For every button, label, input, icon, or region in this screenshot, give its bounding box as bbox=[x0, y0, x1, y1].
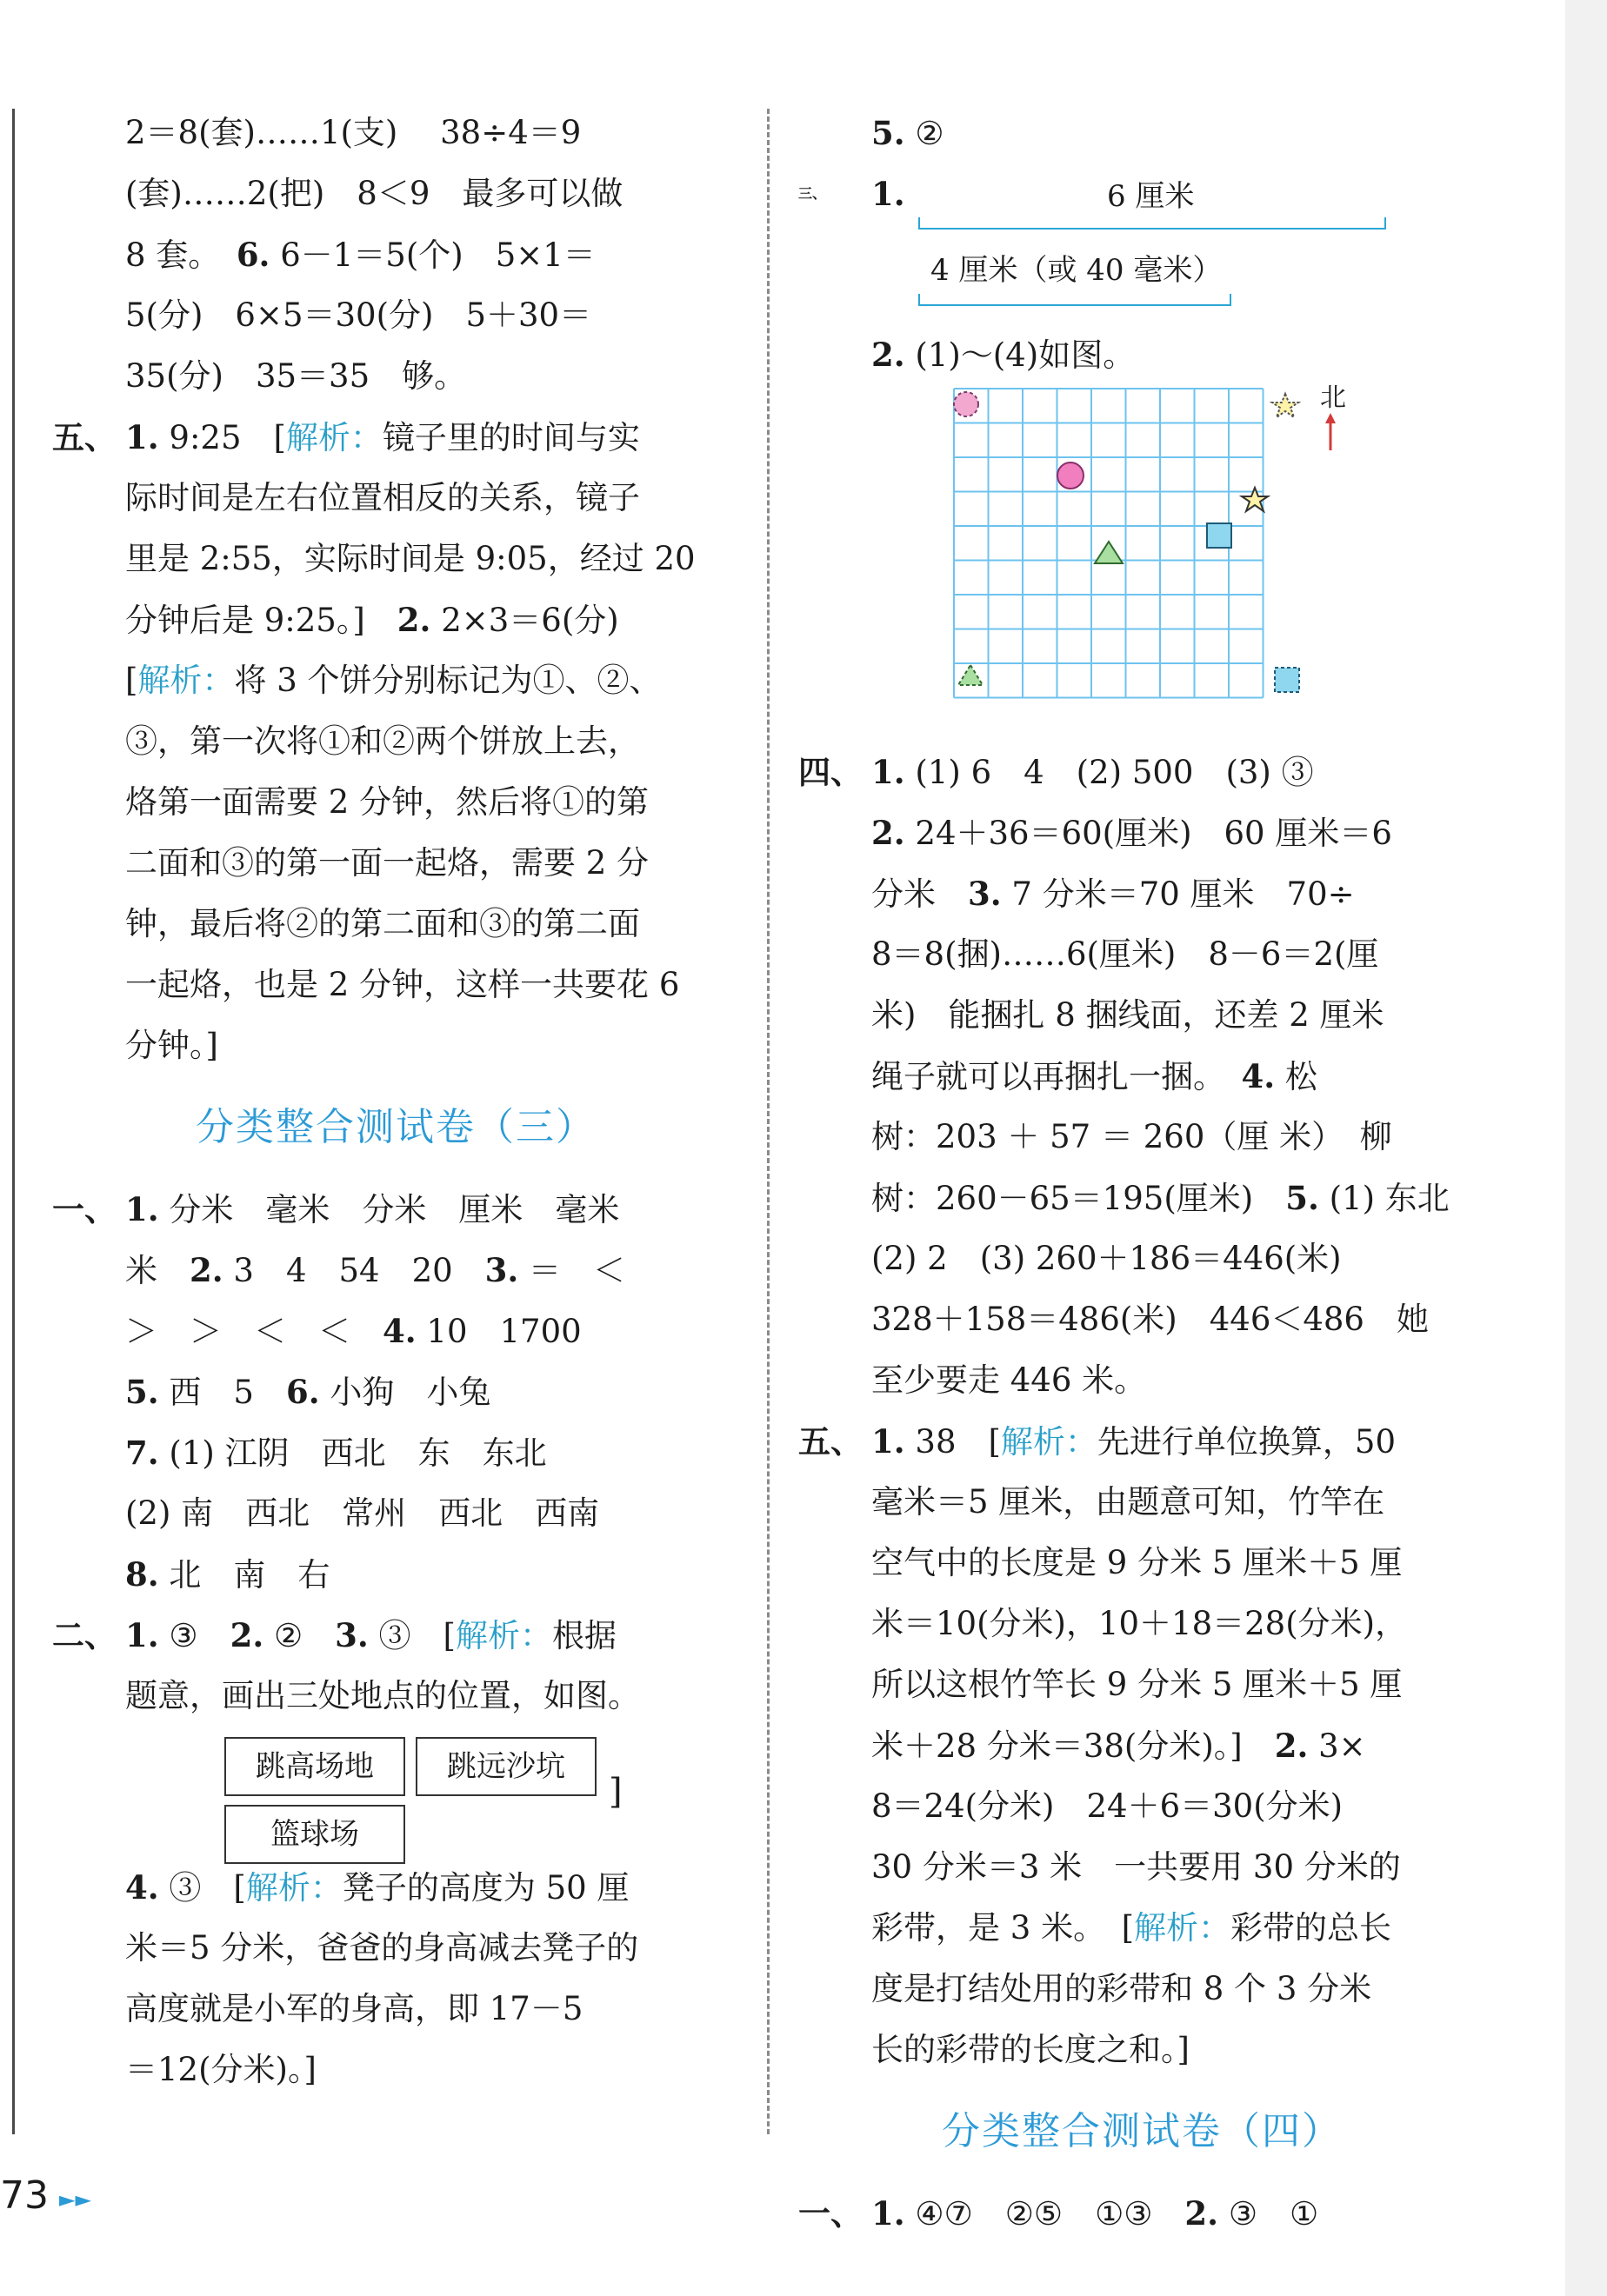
north-arrowhead-icon bbox=[1325, 413, 1336, 423]
text-line: 所以这根竹竿长 9 分米 5 厘米＋5 厘 bbox=[871, 1666, 1403, 1703]
text-line: 高度就是小军的身高，即 17－5 bbox=[125, 1990, 583, 2027]
section-1-q1: 一、 1. ④⑦ ②⑤ ①③ 2. ③ ① bbox=[798, 2183, 1485, 2244]
text-line: 5. ② bbox=[871, 114, 944, 152]
text-line: 树：203 ＋ 57 ＝ 260（厘 米） 柳 bbox=[871, 1118, 1392, 1155]
text-line: 7. (1) 江阴 西北 东 东北 bbox=[125, 1434, 547, 1472]
text-line: 分米 3. 7 分米＝70 厘米 70÷ bbox=[871, 875, 1355, 913]
text-line: 里是 2:55，实际时间是 9:05，经过 20 bbox=[125, 540, 696, 577]
site-diagram bbox=[52, 1727, 739, 1857]
text-line: 度是打结处用的彩带和 8 个 3 分米 bbox=[871, 1970, 1372, 2007]
column-divider bbox=[767, 109, 770, 2134]
analysis-label: 解析： bbox=[1000, 1423, 1097, 1461]
closing-bracket: ] bbox=[609, 1772, 623, 1812]
text-line: 树：260－65＝195(厘米) 5. (1) 东北 bbox=[871, 1179, 1450, 1217]
analysis-label: 解析： bbox=[137, 662, 235, 699]
section-label: 三、 bbox=[798, 185, 827, 202]
position-grid-figure bbox=[798, 385, 1485, 742]
section-label: 四、 bbox=[798, 753, 863, 791]
text-line: [解析：将 3 个饼分别标记为①、②、 bbox=[125, 662, 662, 699]
site-high-jump: 跳高场地 bbox=[224, 1737, 405, 1796]
section-1-q1: 一、 1. 分米 毫米 分米 厘米 毫米 bbox=[52, 1179, 739, 1240]
text-line: 5(分) 6×5＝30(分) 5＋30＝ bbox=[125, 296, 592, 334]
text-line: 328＋158＝486(米) 446＜486 她 bbox=[871, 1301, 1429, 1338]
test-title-4: 分类整合测试卷（四） bbox=[942, 2109, 1342, 2153]
text-line: 分钟后是 9:25。] 2. 2×3＝6(分) bbox=[125, 601, 619, 639]
text-line: 5. 西 5 6. 小狗 小兔 bbox=[125, 1373, 491, 1411]
dashed-star-icon bbox=[1272, 394, 1298, 417]
analysis-label: 解析： bbox=[456, 1617, 552, 1654]
text-line: 米＝5 分米，爸爸的身高减去凳子的 bbox=[125, 1929, 639, 1967]
text-line: 8 套。 6. 6－1＝5(个) 5×1＝ bbox=[125, 236, 596, 274]
text-line: 4. ③ [解析：凳子的高度为 50 厘 bbox=[125, 1868, 630, 1907]
segment-4cm-label: 4 厘米（或 40 毫米） bbox=[930, 253, 1223, 288]
section-label: 二、 bbox=[52, 1616, 117, 1654]
text-line: 35(分) 35＝35 够。 bbox=[125, 357, 467, 395]
text-line: 米＝10(分米)，10＋18＝28(分米)， bbox=[871, 1605, 1408, 1642]
section-4-q1: 四、 1. (1) 6 4 (2) 500 (3) ③ bbox=[798, 742, 1485, 802]
text-line: 空气中的长度是 9 分米 5 厘米＋5 厘 bbox=[871, 1544, 1403, 1581]
segment-6cm bbox=[918, 217, 1386, 230]
section-5-q1: 五、 1. 38 [解析：先进行单位换算，50 bbox=[798, 1411, 1485, 1472]
text-line: 长的彩带的长度之和。] bbox=[871, 2031, 1190, 2068]
position-grid bbox=[798, 385, 1485, 742]
text-line: 米＋28 分米＝38(分米)。] 2. 3× bbox=[871, 1727, 1366, 1765]
section-label: 一、 bbox=[52, 1190, 117, 1228]
text-line: 30 分米＝3 米 一共要用 30 分米的 bbox=[871, 1848, 1401, 1886]
text-line: 2. 24＋36＝60(厘米) 60 厘米＝6 bbox=[871, 814, 1392, 852]
dashed-triangle-icon bbox=[958, 665, 983, 685]
segment-4cm bbox=[918, 294, 1231, 306]
text-line: (2) 南 西北 常州 西北 西南 bbox=[125, 1494, 600, 1532]
text-line: 8＝8(捆)……6(厘米) 8－6＝2(厘 bbox=[871, 935, 1379, 973]
text-line: 烙第一面需要 2 分钟，然后将①的第 bbox=[125, 783, 650, 821]
right-column bbox=[798, 103, 1485, 2244]
analysis-label: 解析： bbox=[1134, 1909, 1230, 1947]
text-line: 2＝8(套)……1(支) 38÷4＝9 bbox=[125, 114, 582, 151]
text-line: 二面和③的第一面一起烙，需要 2 分 bbox=[125, 844, 650, 882]
triangle-icon bbox=[1095, 542, 1123, 563]
text-line: 际时间是左右位置相反的关系，镜子 bbox=[125, 479, 640, 516]
text-line: 钟，最后将②的第二面和③的第二面 bbox=[125, 905, 640, 942]
text-line: 毫米＝5 厘米，由题意可知，竹竿在 bbox=[871, 1483, 1385, 1521]
text-line: 米 2. 3 4 54 20 3. ＝ ＜ bbox=[125, 1251, 626, 1289]
section-5-q1: 五、 1. 9:25 [解析：镜子里的时间与实 bbox=[52, 407, 739, 468]
site-basketball-court: 篮球场 bbox=[224, 1805, 405, 1864]
section-label: 一、 bbox=[798, 2194, 863, 2233]
dashed-circle-icon bbox=[954, 392, 978, 416]
text-line: 一起烙，也是 2 分钟，这样一共要花 6 bbox=[125, 966, 680, 1003]
analysis-label: 解析： bbox=[285, 419, 383, 456]
left-column bbox=[52, 103, 739, 2100]
site-long-jump: 跳远沙坑 bbox=[416, 1737, 597, 1796]
segment-drawings: 三、 1. 6 厘米 4 厘米（或 40 毫米） bbox=[798, 163, 1485, 324]
text-line: 2. (1)～(4)如图。 bbox=[871, 336, 1136, 374]
segment-6cm-label: 6 厘米 bbox=[1107, 179, 1195, 214]
square-icon bbox=[1207, 523, 1231, 548]
section-2-q1: 二、 1. ③ 2. ② 3. ③ [解析：根据 bbox=[52, 1605, 739, 1666]
page-edge-shade bbox=[1565, 0, 1607, 2296]
text-line: 至少要走 446 米。 bbox=[871, 1361, 1147, 1399]
text-line: 分钟。] bbox=[125, 1027, 218, 1064]
section-label: 五、 bbox=[52, 418, 117, 456]
analysis-label: 解析： bbox=[245, 1869, 343, 1907]
page-number: 73 bbox=[0, 2173, 49, 2218]
dashed-square-icon bbox=[1275, 668, 1299, 692]
text-line: 彩带，是 3 米。 [解析：彩带的总长 bbox=[871, 1909, 1391, 1947]
north-label: 北 bbox=[1320, 385, 1346, 413]
test-title-3: 分类整合测试卷（三） bbox=[196, 1105, 596, 1149]
binding-line bbox=[12, 109, 15, 2134]
page-arrows-icon: ►► bbox=[59, 2187, 91, 2212]
text-line: ③，第一次将①和②两个饼放上去， bbox=[125, 722, 640, 760]
text-line: 绳子就可以再捆扎一捆。 4. 松 bbox=[871, 1057, 1317, 1095]
text-line: (2) 2 (3) 260＋186＝446(米) bbox=[871, 1240, 1342, 1277]
text-line: 8. 北 南 右 bbox=[125, 1555, 330, 1594]
text-line: 题意，画出三处地点的位置，如图。 bbox=[125, 1677, 640, 1714]
text-line: 米) 能捆扎 8 捆线面，还差 2 厘米 bbox=[871, 996, 1384, 1034]
text-line: (套)……2(把) 8＜9 最多可以做 bbox=[125, 175, 623, 212]
text-line: ＝12(分米)。] bbox=[125, 2051, 317, 2088]
section-label: 五、 bbox=[798, 1422, 863, 1461]
text-line: 8＝24(分米) 24＋6＝30(分米) bbox=[871, 1787, 1344, 1825]
circle-icon bbox=[1057, 463, 1084, 489]
text-line: ＞ ＞ ＜ ＜ 4. 10 1700 bbox=[125, 1312, 582, 1350]
